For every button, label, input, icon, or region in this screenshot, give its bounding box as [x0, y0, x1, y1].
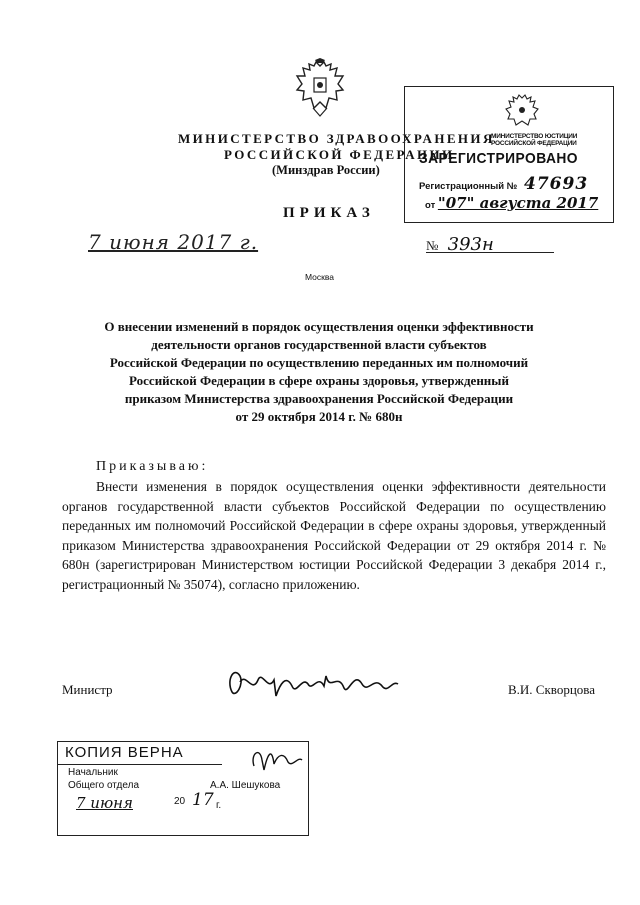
- number-handwritten: 393н: [447, 234, 494, 255]
- copy-stamp-position-1: Начальник: [68, 767, 118, 778]
- coat-of-arms-emblem: [293, 58, 347, 120]
- signatory-position: Министр: [62, 682, 113, 697]
- order-date-handwritten: 7 июня 2017 г.: [88, 230, 259, 254]
- signatory-name: В.И. Скворцова: [508, 682, 596, 697]
- stamp-status: ЗАРЕГИСТРИРОВАНО: [419, 150, 579, 167]
- copy-stamp-name: А.А. Шешукова: [210, 780, 281, 791]
- number-prefix: №: [426, 238, 439, 253]
- stamp-emblem-icon: [505, 93, 539, 136]
- subject-line: Российской Федерации в сфере охраны здоровья, утвержденный: [129, 373, 509, 388]
- document-type: ПРИКАЗ: [283, 205, 375, 221]
- copy-certified-stamp: [57, 741, 309, 836]
- city: Москва: [305, 272, 335, 282]
- order-number: [426, 234, 554, 253]
- copy-stamp-year-suffix: г.: [216, 800, 222, 811]
- copy-stamp-signature: [248, 744, 304, 781]
- stamp-regno-value: 47693: [524, 174, 589, 194]
- copy-stamp-title: КОПИЯ ВЕРНА: [65, 744, 184, 761]
- subject-line: Российской Федерации по осуществлению переданных им полномочий: [109, 355, 529, 370]
- subject-line: приказом Министерства здравоохранения Российской Федерации: [124, 391, 514, 406]
- orders-heading: Приказываю:: [96, 459, 209, 474]
- stamp-date-value: "07" августа 2017: [437, 194, 599, 212]
- stamp-org: МИНИСТЕРСТВО ЮСТИЦИИ РОССИЙСКОЙ ФЕДЕРАЦИИ: [491, 133, 578, 147]
- ministry-line-2: РОССИЙСКОЙ ФЕДЕРАЦИИ: [224, 147, 455, 162]
- copy-stamp-year: 17: [192, 790, 214, 810]
- copy-stamp-divider: [58, 764, 222, 765]
- subject-line: деятельности органов государственной власти субъектов: [151, 337, 487, 352]
- subject-line: О внесении изменений в порядок осуществления оценки эффективности: [104, 319, 534, 334]
- stamp-regno-label: Регистрационный №: [419, 181, 518, 192]
- subject-line: от 29 октября 2014 г. № 680н: [235, 409, 403, 424]
- registration-stamp: [404, 86, 614, 223]
- stamp-regno: [419, 174, 588, 194]
- handwritten-signature: [222, 662, 402, 711]
- stamp-date: [425, 194, 598, 212]
- order-body-text: Внести изменения в порядок осуществления оценки эффективности деятельности органов государственной власти субъектов Российской Федерации по осуществлению переданных им полномочий Российской Федерации в сфере охраны здоровья, утвержденный приказом Министерства здравоохранения Российской Федерации от 29 октября 2014 г. № 680н (зарегистрирован Министерством юстиции Российской Федерации 3 декабря 2014 г., регистрационный № 35074), согласно приложению.: [62, 479, 606, 592]
- copy-stamp-date: 7 июня: [76, 794, 133, 812]
- copy-stamp-year-prefix: 20: [174, 796, 186, 807]
- order-subject: [78, 318, 560, 426]
- ministry-short-name: (Минздрав России): [272, 163, 380, 177]
- stamp-date-label: от: [425, 200, 436, 211]
- ministry-line-1: МИНИСТЕРСТВО ЗДРАВООХРАНЕНИЯ: [178, 131, 495, 146]
- copy-stamp-position-2: Общего отдела: [68, 780, 140, 791]
